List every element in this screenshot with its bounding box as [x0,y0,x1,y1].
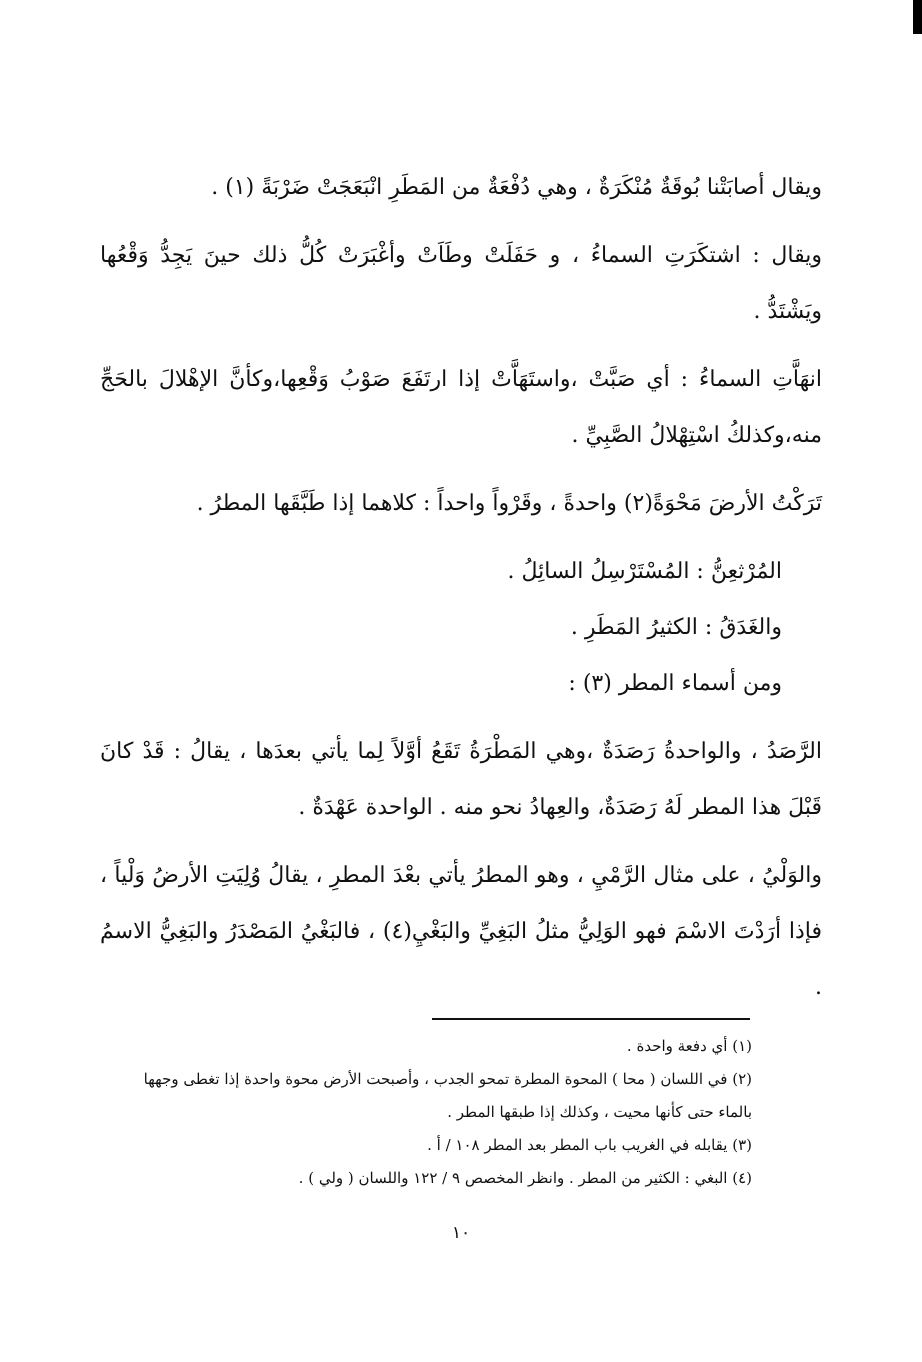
paragraph-waly: والوَلْيُ ، على مثال الرَّمْيِ ، وهو المطرُ يأتي بعْدَ المطرِ ، يقالُ وُلِيَتِ الأرضُ وَلْياً ، فإذا أرَدْتَ الاسْمَ فهو الوَلِيُّ مثلُ البَغِيِّ والبَغْيِ(٤) ، فالبَغْيُ المَصْدَرُ والبَغِيُّ الاسمُ . [100,863,822,1000]
paragraph-inhallat: انهَاَّتِ السماءُ : أي صَبَّتْ ،واستَهَاَّتْ إذا ارتَفَعَ صَوْبُ وَقْعِها،وكأنَّ الإهْلالَ بالحَجِّ منه،وكذلكُ اسْتِهْلالُ الصَّبِيِّ . [100,367,822,448]
page-number: ١٠ [451,1223,471,1243]
paragraph-ghadaq: والغَدَقُ : الكثيرُ المَطَرِ . [570,615,782,640]
scan-edge-mark [913,0,922,34]
footnotes [120,1030,752,1195]
footnote-1: (١) أي دفعة واحدة . [626,1037,752,1055]
main-text [100,160,822,1028]
footnote-3: (٣) يقابله في الغريب باب المطر بعد المطر ١٠٨ / أ . [427,1136,752,1154]
footnote-separator [432,1018,750,1020]
paragraph-rasad: الرَّصَدُ ، والواحدةُ رَصَدَةٌ ،وهي المَطْرَةُ تَقَعُ أوَّلاً لِما يأتي بعدَها ، يقالُ : قَدْ كانَ قَبْلَ هذا المطر لَهُ رَصَدَةٌ، والعِهادُ نحو منه . الواحدة عَهْدَةٌ . [100,739,822,820]
paragraph-rain-names: ومن أسماء المطر (٣) : [568,671,782,696]
footnote-4: (٤) البغي : الكثير من المطر . وانظر المخصص ٩ / ١٢٢ واللسان ( ولي ) . [298,1169,752,1187]
paragraph-mahwa: تَرَكْتُ الأرضَ مَحْوَةً(٢) واحدةً ، وقَرْواً واحداً : كلاهما إذا طَبَّقَها المطرُ . [196,491,822,516]
paragraph-murthain: المُرْثعِنُّ : المُسْتَرْسِلُ السائِلُ . [507,559,782,584]
footnote-2: (٢) في اللسان ( محا ) المحوة المطرة تمحو الجدب ، وأصبحت الأرض محوة واحدة إذا تغطى وجهها بالماء حتى كأنها محيت ، وكذلك إذا طبقها المطر . [143,1070,752,1121]
paragraph-ishtakarat: ويقال : اشتكَرَتِ السماءُ ، و حَفَلَتْ وطَاَتْ وأغْبَرَتْ كُلُّ ذلك حينَ يَجِدُّ وَقْعُها ويَشْتَدُّ . [100,243,822,324]
paragraph-buqa: ويقال أصابَتْنا بُوقَةٌ مُنْكَرَةٌ ، وهي دُفْعَةٌ من المَطَرِ انْبَعَجَتْ ضَرْبَةً (١) . [211,175,822,200]
